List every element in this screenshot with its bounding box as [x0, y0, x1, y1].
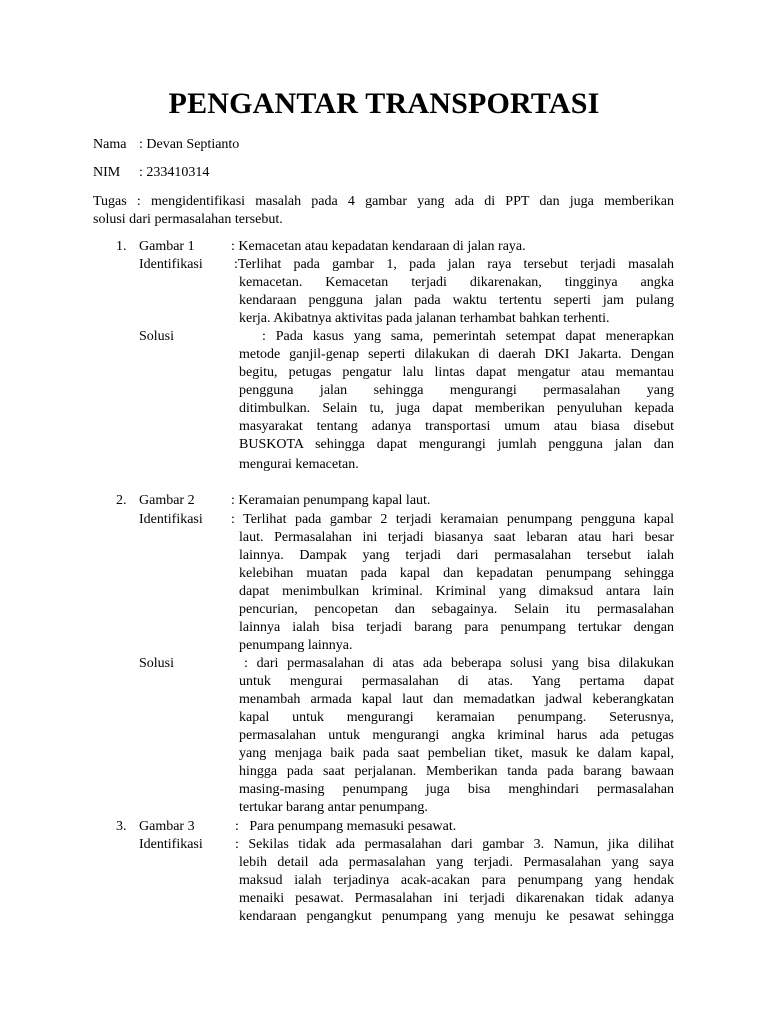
solusi-line: untuk mengurai permasalahan di atas. Yang pertama dapat	[239, 674, 674, 689]
solusi-line: permasalahan untuk mengurangi angka kriminal harus ada petugas	[239, 728, 674, 743]
identifikasi-line: : Sekilas tidak ada permasalahan dari gambar 3. Namun, jika dilihat	[235, 837, 674, 852]
identifikasi-line: :Terlihat pada gambar 1, pada jalan raya tersebut terjadi masalah	[234, 257, 674, 272]
gambar-label: Gambar 3	[139, 819, 195, 834]
identifikasi-line: dapat menimbulkan kriminal. Kriminal yang dimaksud antara lain	[239, 584, 674, 599]
solusi-line: pengguna jalan sehingga mengurangi permasalahan yang	[239, 383, 674, 398]
identifikasi-line: : Terlihat pada gambar 2 terjadi keramaian penumpang pengguna kapal	[231, 512, 674, 527]
identifikasi-line: maksud ialah terjadinya acak-acakan para penumpang yang hendak	[239, 873, 674, 888]
solusi-line: mengurai kemacetan.	[239, 457, 359, 472]
identifikasi-line: laut. Permasalahan ini terjadi biasanya saat lebaran atau hari besar	[239, 530, 674, 545]
solusi-line: BUSKOTA sehingga dapat mengurangi jumlah pengguna jalan dan	[239, 437, 674, 452]
identifikasi-line: kerja. Akibatnya aktivitas pada jalanan terhambat bahkan terhenti.	[239, 311, 610, 326]
tugas-line-2: solusi dari permasalahan tersebut.	[93, 212, 283, 227]
identifikasi-line: kendaraan pengguna jalan pada waktu tertentu seperti jam pulang	[239, 293, 674, 308]
solusi-line: kapal untuk mengurangi keramaian penumpang. Seterusnya,	[239, 710, 674, 725]
identifikasi-line: penumpang lainnya.	[239, 638, 353, 653]
identifikasi-line: kelebihan muatan pada kapal dan kepadatan penumpang sehingga	[239, 566, 674, 581]
gambar-text: : Para penumpang memasuki pesawat.	[235, 819, 457, 834]
identifikasi-line: lainnya ialah bisa terjadi barang para penumpang tertukar dengan	[239, 620, 674, 635]
identifikasi-line: kendaraan pengangkut penumpang yang menuju ke pesawat sehingga	[239, 909, 674, 924]
identifikasi-label: Identifikasi	[139, 512, 203, 527]
nama-label: Nama	[93, 137, 127, 152]
identifikasi-line: pencurian, pencopetan dan sebagainya. Selain itu permasalahan	[239, 602, 674, 617]
identifikasi-line: menaiki pesawat. Permasalahan ini terjadi dikarenakan tidak adanya	[239, 891, 674, 906]
solusi-label: Solusi	[139, 329, 175, 344]
solusi-label: Solusi	[139, 656, 175, 671]
tugas-line-1: Tugas : mengidentifikasi masalah pada 4 gambar yang ada di PPT dan juga memberikan	[93, 194, 674, 209]
identifikasi-line: lebih detail ada permasalahan yang terjadi. Permasalahan yang saya	[239, 855, 674, 870]
solusi-line: masing-masing penumpang juga bisa menghindari permasalahan	[239, 782, 674, 797]
document-title: PENGANTAR TRANSPORTASI	[168, 87, 600, 120]
identifikasi-line: lainnya. Dampak yang terjadi dari permasalahan tersebut ialah	[239, 548, 674, 563]
identifikasi-line: kemacetan. Kemacetan terjadi dikarenakan, tingginya angka	[239, 275, 674, 290]
identifikasi-label: Identifikasi	[139, 257, 203, 272]
solusi-line: masyarakat tentang adanya transportasi umum atau biasa disebut	[239, 419, 674, 434]
nim-value: : 233410314	[139, 165, 210, 180]
solusi-line: metode ganjil-genap seperti dilakukan di daerah DKI Jakarta. Dengan	[239, 347, 674, 362]
nim-label: NIM	[93, 165, 121, 180]
gambar-text: : Keramaian penumpang kapal laut.	[231, 493, 431, 508]
solusi-line: yang menjaga baik pada saat pembelian tiket, masuk ke dalam kapal,	[239, 746, 674, 761]
solusi-line: : Pada kasus yang sama, pemerintah setempat dapat menerapkan	[262, 329, 674, 344]
identifikasi-label: Identifikasi	[139, 837, 203, 852]
gambar-text: : Kemacetan atau kepadatan kendaraan di jalan raya.	[231, 239, 526, 254]
solusi-line: begitu, petugas pengatur lalu lintas dapat mengatur atau memantau	[239, 365, 674, 380]
solusi-line: tertukar barang antar penumpang.	[239, 800, 428, 815]
item-number: 3.	[116, 819, 127, 834]
solusi-line: menambah armada kapal laut dan memadatkan jadwal keberangkatan	[239, 692, 674, 707]
solusi-line: : dari permasalahan di atas ada beberapa solusi yang bisa dilakukan	[244, 656, 674, 671]
solusi-line: hingga pada saat perjalanan. Memberikan tanda pada barang bawaan	[239, 764, 674, 779]
gambar-label: Gambar 1	[139, 239, 195, 254]
item-number: 1.	[116, 239, 127, 254]
solusi-line: ditimbulkan. Selain tu, juga dapat memberikan penyuluhan kepada	[239, 401, 674, 416]
nama-value: : Devan Septianto	[139, 137, 240, 152]
gambar-label: Gambar 2	[139, 493, 195, 508]
item-number: 2.	[116, 493, 127, 508]
